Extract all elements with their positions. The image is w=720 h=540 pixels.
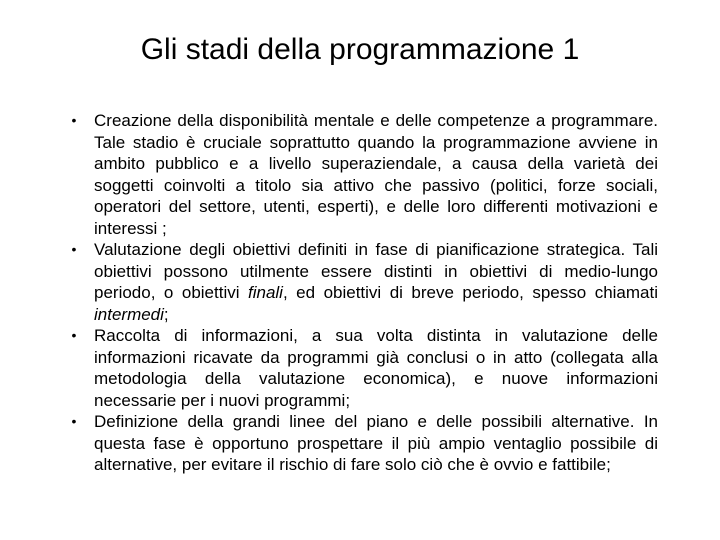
bullet-item — [68, 110, 658, 239]
bullet-item — [68, 239, 658, 325]
bullet-text-segment: ; — [163, 304, 169, 324]
bullet-text — [94, 111, 658, 238]
bullet-icon: • — [71, 327, 77, 343]
bullet-item — [68, 411, 658, 476]
bullet-item — [68, 325, 658, 411]
bullet-text-segment: , ed obiettivi di breve periodo, spesso chiamati — [282, 283, 658, 302]
bullet-text-emphasis: finali — [248, 283, 283, 302]
bullet-text — [94, 412, 658, 474]
bullet-list — [68, 110, 658, 476]
bullet-text — [94, 326, 658, 410]
bullet-text-segment: Creazione della disponibilità mentale e delle competenze a programmare. Tale stadio è cruciale soprattutto quando la programmazione avviene in ambito pubblico e a livello superaziendale, a causa della varietà dei soggetti coinvolti a titolo sia attivo che passivo (politici, forze sociali, operatori del settore, utenti, esperti), e delle loro differenti motivazioni e interessi ; — [94, 111, 658, 238]
bullet-icon: • — [71, 241, 77, 257]
bullet-text-segment: Valutazione degli obiettivi definiti in fase di pianificazione strategica. Tali obiettivi possono utilmente essere distinti in obiettivi di medio-lungo periodo, o obiettivi — [94, 240, 658, 302]
bullet-icon: • — [71, 413, 77, 429]
slide-title: Gli stadi della programmazione 1 — [140, 33, 580, 66]
bullet-icon: • — [71, 112, 77, 128]
bullet-text-segment: Raccolta di informazioni, a sua volta distinta in valutazione delle informazioni ricavate da programmi già conclusi o in atto (collegata alla metodologia della valutazione economica), e nuove informazioni necessarie per i nuovi programmi; — [94, 326, 658, 410]
bullet-text-emphasis: intermedi — [94, 304, 164, 324]
bullet-text — [94, 240, 658, 324]
bullet-text-segment: Definizione della grandi linee del piano e delle possibili alternative. In questa fase è opportuno prospettare il più ampio ventaglio possibile di alternative, per evitare il rischio di fare solo ciò che è ovvio e fattibile; — [94, 412, 658, 474]
